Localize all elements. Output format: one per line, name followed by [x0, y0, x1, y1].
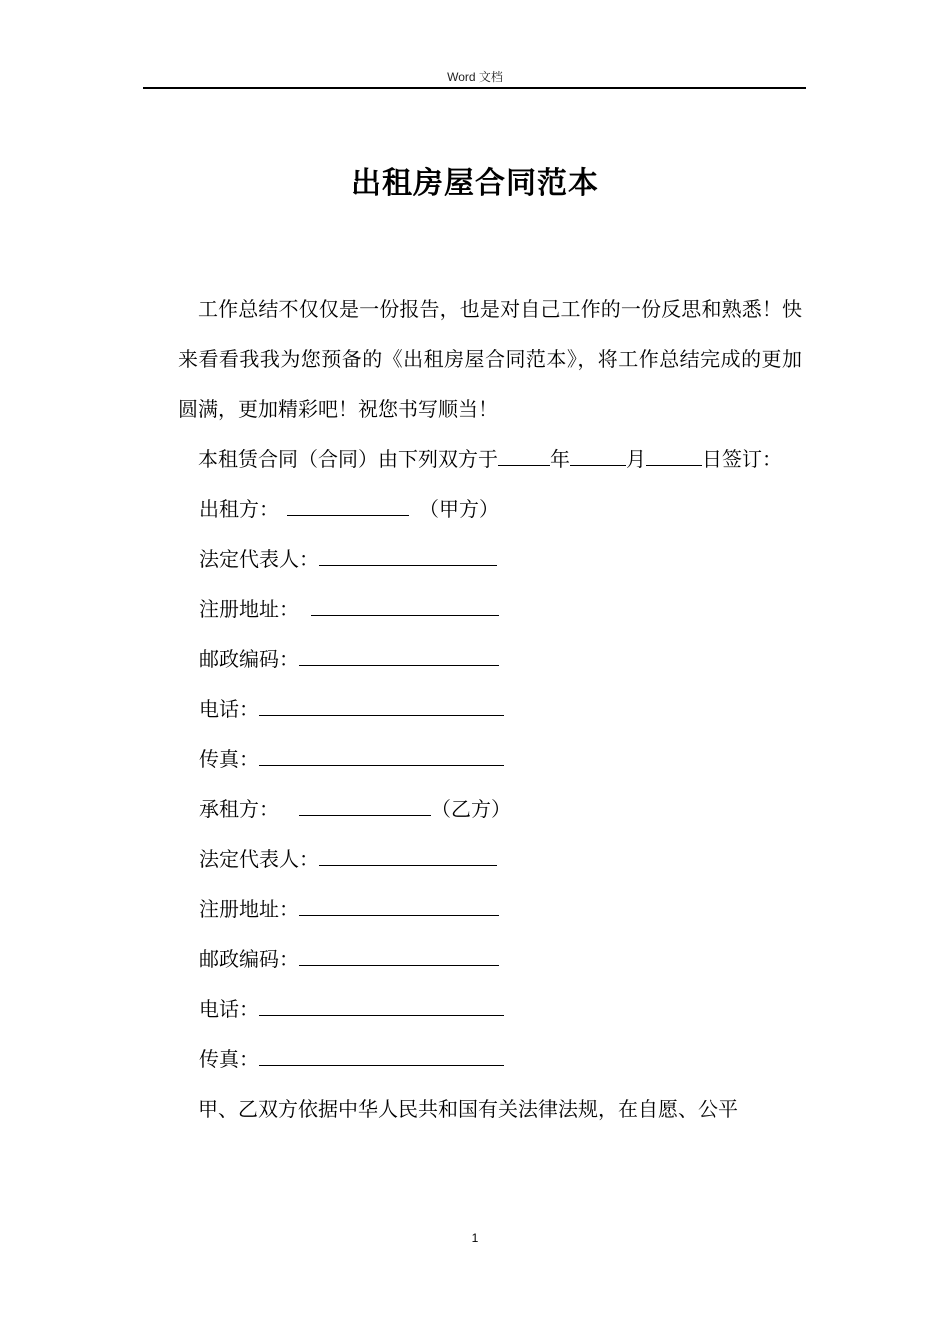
party-b-address-line [178, 884, 802, 934]
header-divider [143, 87, 806, 89]
party-b-postcode-line [178, 934, 802, 984]
lessor-line [178, 484, 802, 534]
party-a-rep-label: 法定代表人： [199, 547, 319, 571]
signing-paragraph [178, 434, 802, 484]
document-body [178, 284, 802, 1134]
party-a-postcode-line [178, 634, 802, 684]
party-b-postcode-blank [299, 947, 499, 966]
party-b-phone-line [178, 984, 802, 1034]
party-b-phone-blank [259, 997, 504, 1016]
lessee-blank [299, 797, 431, 816]
signing-prefix: 本租赁合同（合同）由下列双方于 [198, 447, 498, 471]
party-b-address-blank [299, 897, 499, 916]
year-blank [498, 447, 550, 466]
party-b-postcode-label: 邮政编码： [199, 947, 299, 971]
intro-paragraph: 工作总结不仅仅是一份报告，也是对自己工作的一份反思和熟悉！快来看看我我为您预备的《出租房屋合同范本》，将工作总结完成的更加圆满，更加精彩吧！祝您书写顺当！ [178, 297, 802, 421]
party-a-rep-blank [319, 547, 497, 566]
lessor-blank [287, 497, 409, 516]
party-b-rep-blank [319, 847, 497, 866]
party-a-rep-line [178, 534, 802, 584]
party-a-fax-blank [259, 747, 504, 766]
party-a-postcode-label: 邮政编码： [199, 647, 299, 671]
party-a-phone-label: 电话： [199, 697, 259, 721]
day-blank [646, 447, 702, 466]
lessee-suffix: （乙方） [431, 797, 511, 821]
lessor-label: 出租方： [199, 497, 279, 521]
party-b-address-label: 注册地址： [199, 897, 299, 921]
party-a-address-line [178, 584, 802, 634]
lessor-suffix: （甲方） [419, 497, 499, 521]
page-header: Word 文档 [447, 70, 503, 84]
party-b-fax-label: 传真： [199, 1047, 259, 1071]
party-b-fax-line [178, 1034, 802, 1084]
party-a-fax-line [178, 734, 802, 784]
party-b-fax-blank [259, 1047, 504, 1066]
party-a-fax-label: 传真： [199, 747, 259, 771]
lessee-label: 承租方： [199, 797, 279, 821]
party-b-rep-line [178, 834, 802, 884]
party-a-phone-blank [259, 697, 504, 716]
closing-paragraph: 甲、乙双方依据中华人民共和国有关法律法规，在自愿、公平 [198, 1097, 738, 1121]
month-blank [570, 447, 626, 466]
lessee-line [178, 784, 802, 834]
day-sign-label: 日签订： [702, 447, 782, 471]
party-a-address-label: 注册地址： [199, 597, 299, 621]
month-label: 月 [626, 447, 646, 471]
party-b-rep-label: 法定代表人： [199, 847, 319, 871]
year-label: 年 [550, 447, 570, 471]
party-b-phone-label: 电话： [199, 997, 259, 1021]
document-title: 出租房屋合同范本 [351, 166, 599, 201]
party-a-address-blank [311, 597, 499, 616]
page-number: 1 [471, 1231, 479, 1245]
party-a-phone-line [178, 684, 802, 734]
party-a-postcode-blank [299, 647, 499, 666]
